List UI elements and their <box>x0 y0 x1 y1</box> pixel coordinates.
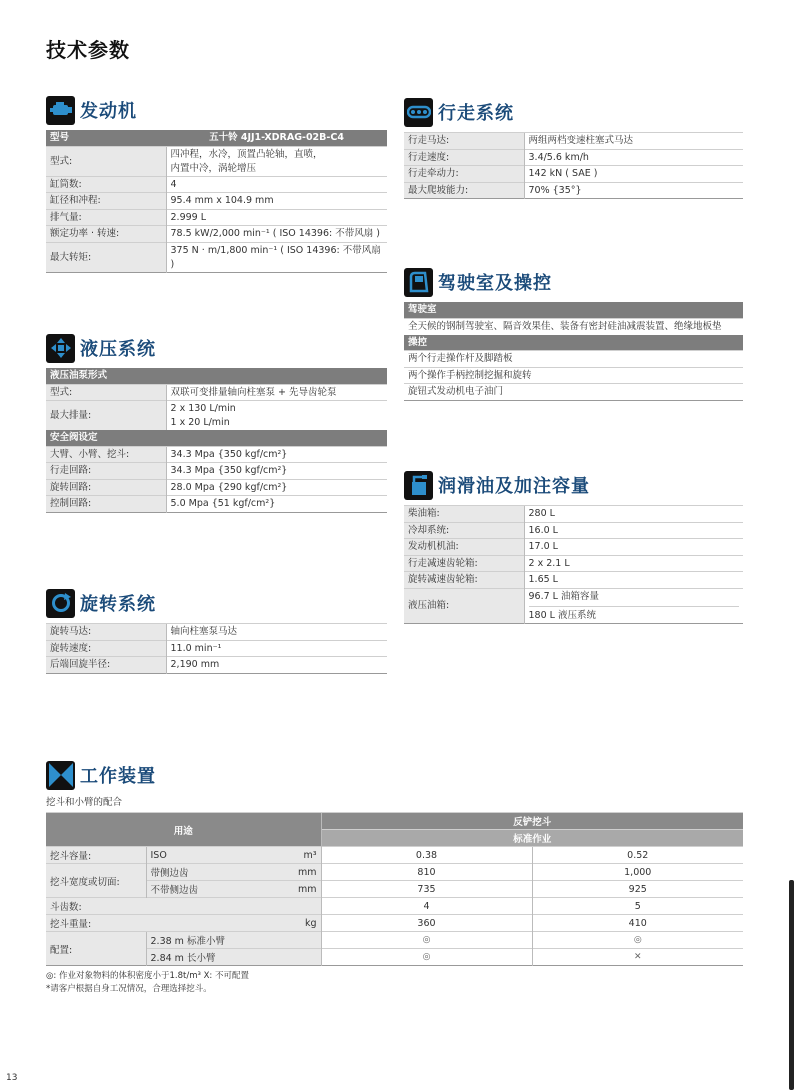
work-title: 工作装置 <box>80 766 156 787</box>
spec-value: 16.0 L <box>524 522 743 539</box>
swing-section <box>46 588 387 674</box>
swing-icon <box>46 589 75 618</box>
spec-label: 控制回路: <box>46 496 166 513</box>
spec-value: 2,190 mm <box>166 657 387 674</box>
control-item: 两个行走操作杆及脚踏板 <box>404 351 743 368</box>
spec-label: 行走马达: <box>404 133 524 150</box>
spec-value: 95.4 mm x 104.9 mm <box>166 193 387 210</box>
spec-label: 型式: <box>46 146 166 176</box>
width-unit: mm <box>266 881 321 898</box>
config-label: 配置: <box>46 932 146 966</box>
weight-label: 挖斗重量: <box>46 915 266 932</box>
spec-value: 4 <box>166 176 387 193</box>
lube-section <box>404 470 743 624</box>
capacity-b: 0.52 <box>532 847 743 864</box>
width-a: 735 <box>321 881 532 898</box>
pump-header: 液压油泵形式 <box>46 368 387 384</box>
hydraulic-icon <box>46 334 75 363</box>
work-subtitle: 挖斗和小臂的配合 <box>46 797 123 808</box>
capacity-sub: ISO <box>146 847 266 864</box>
spec-value: 34.3 Mpa {350 kgf/cm²} <box>166 463 387 480</box>
config-b: ✕ <box>532 949 743 966</box>
spec-value: 5.0 Mpa {51 kgf/cm²} <box>166 496 387 513</box>
spec-label: 液压油箱: <box>404 588 524 623</box>
config-b: ◎ <box>532 932 743 949</box>
spec-value: 375 N · m/1,800 min⁻¹ ( ISO 14396: 不带风扇 ) <box>166 242 387 272</box>
spec-value: 28.0 Mpa {290 kgf/cm²} <box>166 479 387 496</box>
hydraulic-title: 液压系统 <box>80 339 156 360</box>
config-sub: 2.38 m 标准小臂 <box>146 932 321 949</box>
spec-value: 96.7 L 油箱容量 180 L 液压系统 <box>524 588 743 623</box>
spec-value: 两组两档变速柱塞式马达 <box>524 133 743 150</box>
standard-label: 标准作业 <box>321 830 743 847</box>
weight-a: 360 <box>321 915 532 932</box>
spec-value: 78.5 kW/2,000 min⁻¹ ( ISO 14396: 不带风扇 ) <box>166 226 387 243</box>
capacity-unit: m³ <box>266 847 321 864</box>
spec-label: 柴油箱: <box>404 506 524 523</box>
spec-value: 双联可变排量轴向柱塞泵 + 先导齿轮泵 <box>166 384 387 401</box>
travel-title: 行走系统 <box>438 103 514 124</box>
spec-label: 大臂、小臂、挖斗: <box>46 446 166 463</box>
control-header: 操控 <box>404 335 743 351</box>
page-number: 13 <box>6 1073 18 1083</box>
spec-label: 旋转回路: <box>46 479 166 496</box>
spec-value: 280 L <box>524 506 743 523</box>
width-a: 810 <box>321 864 532 881</box>
control-item: 旋钮式发动机电子油门 <box>404 384 743 401</box>
spec-label: 行走回路: <box>46 463 166 480</box>
work-section <box>46 760 346 795</box>
config-a: ◎ <box>321 949 532 966</box>
engine-title: 发动机 <box>80 101 137 122</box>
track-icon <box>404 98 433 127</box>
width-sub: 不带侧边齿 <box>146 881 266 898</box>
use-label: 用途 <box>46 813 321 847</box>
weight-b: 410 <box>532 915 743 932</box>
spec-value: 17.0 L <box>524 539 743 556</box>
footnote-advice: *请客户根据自身工况情况，合理选择挖斗。 <box>46 984 212 994</box>
spec-label: 发动机机油: <box>404 539 524 556</box>
spec-label: 旋转速度: <box>46 640 166 657</box>
engine-model-value: 五十铃 4JJ1-XDRAG-02B-C4 <box>166 130 387 146</box>
width-label: 挖斗宽度或切面: <box>46 864 146 898</box>
spec-label: 后端回旋半径: <box>46 657 166 674</box>
cab-header: 驾驶室 <box>404 302 743 318</box>
lube-title: 润滑油及加注容量 <box>438 476 590 497</box>
spec-label: 最大排量: <box>46 401 166 431</box>
cab-icon <box>404 268 433 297</box>
hydraulic-section <box>46 333 387 513</box>
width-unit: mm <box>266 864 321 881</box>
spec-label: 冷却系统: <box>404 522 524 539</box>
cab-description: 全天候的钢制驾驶室、隔音效果佳、装备有密封硅油减震装置、绝缘地板垫 <box>404 318 743 335</box>
spec-value: 11.0 min⁻¹ <box>166 640 387 657</box>
spec-label: 最大爬坡能力: <box>404 182 524 199</box>
spec-value: 2 x 2.1 L <box>524 555 743 572</box>
capacity-label: 挖斗容量: <box>46 847 146 864</box>
backhoe-label: 反铲挖斗 <box>321 813 743 830</box>
swing-title: 旋转系统 <box>80 594 156 615</box>
capacity-a: 0.38 <box>321 847 532 864</box>
teeth-label: 斗齿数: <box>46 898 321 915</box>
cab-title: 驾驶室及操控 <box>438 273 552 294</box>
teeth-b: 5 <box>532 898 743 915</box>
spec-value: 142 kN ( SAE ) <box>524 166 743 183</box>
spec-value: 2 x 130 L/min 1 x 20 L/min <box>166 401 387 431</box>
fuel-icon <box>404 471 433 500</box>
spec-label: 型式: <box>46 384 166 401</box>
engine-section <box>46 95 387 273</box>
relief-header: 安全阀设定 <box>46 430 387 446</box>
spec-value: 34.3 Mpa {350 kgf/cm²} <box>166 446 387 463</box>
spec-value: 3.4/5.6 km/h <box>524 149 743 166</box>
spec-value: 1.65 L <box>524 572 743 589</box>
spec-label: 排气量: <box>46 209 166 226</box>
spec-label: 旋转减速齿轮箱: <box>404 572 524 589</box>
scrollbar-thumb[interactable] <box>789 880 794 1090</box>
width-b: 925 <box>532 881 743 898</box>
travel-section <box>404 97 743 199</box>
spec-label: 额定功率 · 转速: <box>46 226 166 243</box>
spec-label: 最大转矩: <box>46 242 166 272</box>
spec-label: 缸筒数: <box>46 176 166 193</box>
bucket-table <box>46 812 743 966</box>
spec-value: 轴向柱塞泵马达 <box>166 624 387 641</box>
spec-label: 旋转马达: <box>46 624 166 641</box>
page-title: 技术参数 <box>46 38 130 62</box>
engine-model-label: 型号 <box>46 130 166 146</box>
width-b: 1,000 <box>532 864 743 881</box>
cab-section <box>404 267 743 401</box>
spec-label: 行走速度: <box>404 149 524 166</box>
config-a: ◎ <box>321 932 532 949</box>
spec-value: 2.999 L <box>166 209 387 226</box>
weight-unit: kg <box>266 915 321 932</box>
work-equipment-icon <box>46 761 75 790</box>
control-item: 两个操作手柄控制挖掘和旋转 <box>404 367 743 384</box>
engine-icon <box>46 96 75 125</box>
width-sub: 带侧边齿 <box>146 864 266 881</box>
spec-value: 70% {35°} <box>524 182 743 199</box>
config-sub: 2.84 m 长小臂 <box>146 949 321 966</box>
teeth-a: 4 <box>321 898 532 915</box>
spec-label: 缸径和冲程: <box>46 193 166 210</box>
spec-label: 行走减速齿轮箱: <box>404 555 524 572</box>
spec-label: 行走牵动力: <box>404 166 524 183</box>
footnote-symbols: ◎: 作业对象物料的体积密度小于1.8t/m³ X: 不可配置 <box>46 971 249 981</box>
spec-value: 四冲程，水冷，顶置凸轮轴，直喷， 内置中冷，涡轮增压 <box>166 146 387 176</box>
